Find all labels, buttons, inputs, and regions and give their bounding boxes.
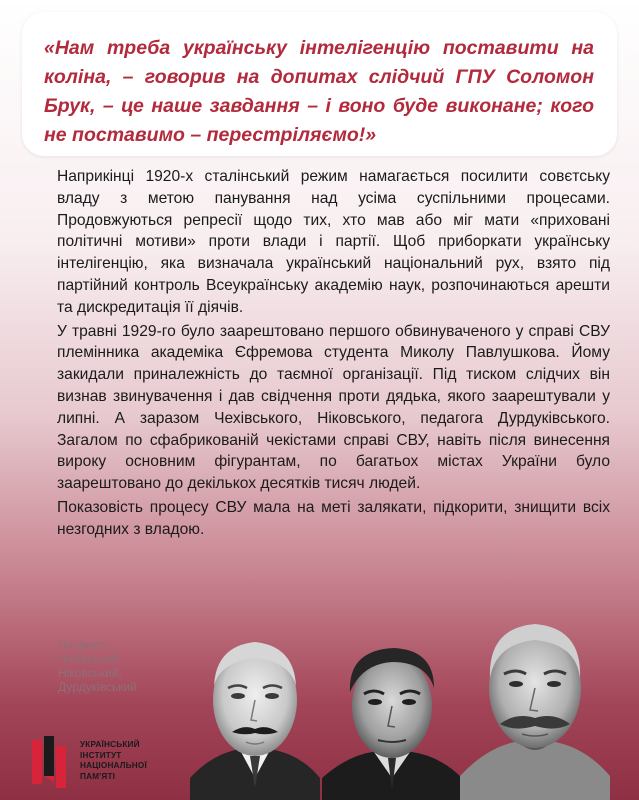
caption-line: Чехівський, <box>58 652 122 666</box>
logo-text <box>80 740 190 782</box>
caption-line: Дурдуківський <box>58 680 137 694</box>
portraits-group <box>190 600 639 800</box>
paragraph: Наприкінці 1920-х сталінський режим намагається посилити совєтську владу з метою панування над усіма суспільними процесами. Продовжуються репресії щодо тих, хто мав або міг мати «приховані політичні мотиви» проти влади і партії. Щоб приборкати українську інтелігенцію, яка визначала український національний рух, взято під партійний контроль Всеукраїнську академію наук, розпочинаються арешти та дискредитація її діячів. <box>57 168 610 316</box>
paragraph: Показовість процесу СВУ мала на меті залякати, підкорити, знищити всіх незгодних з владою. <box>57 498 610 538</box>
logo-line: УКРАЇНСЬКИЙ <box>80 740 140 749</box>
logo-line: ПАМ'ЯТІ <box>80 771 116 781</box>
quote-text: «Нам треба українську інтелігенцію поставити на коліна, – говорив на допитах слідчий ГПУ Соломон Брук, – це наше завдання – і воно буде виконане; кого не поставимо – перестріляємо!» <box>44 37 594 146</box>
portrait-nikovskyi <box>322 640 462 800</box>
paragraph: У травні 1929-го було заарештовано першого обвинуваченого у справі СВУ племінника академіка Єфремова студента Миколу Павлушкова. Йому закидали приналежність до таємної організації. Під тиском слідчих він визнав звинувачення і дав свідчення проти дядька, якого заарештували у липні. А заразом Чехівського, Ніковського, педагога Дурдуківського. Загалом по сфабрикованій чекістами справі СВУ, навіть після винесення вироку основним фігурантам, по багатьох містах України було заарештовано до декількох десятків тисяч людей. <box>57 322 610 493</box>
logo-line: НАЦІОНАЛЬНОЇ <box>80 761 147 770</box>
portrait-durdukivskyi <box>460 608 610 800</box>
institute-logo <box>30 736 190 788</box>
article-body <box>57 166 610 543</box>
photo-caption <box>58 638 208 694</box>
portrait-chekhivskyi <box>190 628 320 800</box>
uinp-logo-mark-icon <box>30 736 74 788</box>
logo-line: ІНСТИТУТ <box>80 750 122 760</box>
caption-line: Ніковський, <box>58 666 122 680</box>
quote-box <box>22 12 617 156</box>
caption-line: На фото: <box>58 638 109 652</box>
